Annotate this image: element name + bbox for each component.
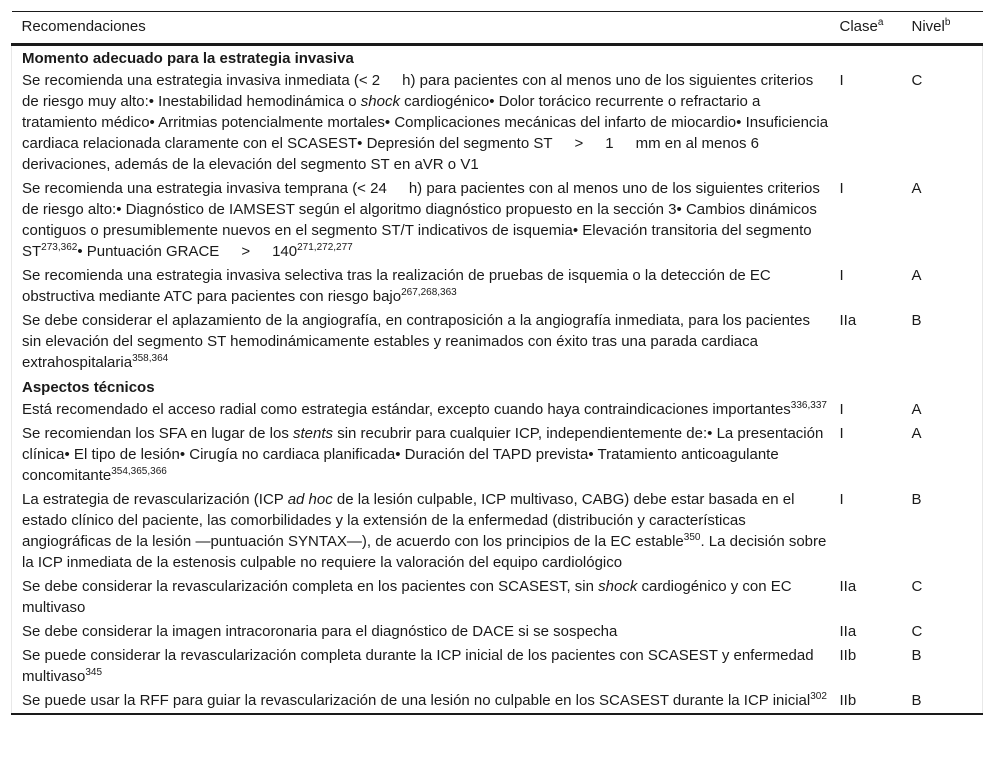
text-segment: h) para pacientes con al menos uno de los siguientes criterios de riesgo muy alto:• Inestabilidad hemodinámica o (22, 72, 814, 110)
table-row (12, 689, 983, 714)
text-segment: 1 (605, 135, 614, 152)
text-segment: La estrategia de revascularización (ICP (22, 491, 288, 508)
level-value: A (911, 401, 922, 418)
text-segment: Se recomiendan los SFA en lugar de los (22, 425, 293, 442)
reference-superscript: 358,364 (132, 353, 169, 364)
italic-term: stents (293, 425, 334, 442)
reference-superscript: 302 (810, 691, 827, 702)
recommendation-text (12, 422, 840, 488)
text-segment: mm en al menos 6 derivaciones, además de la elevación del segmento ST en aVR o V1 (22, 135, 760, 173)
class-value: I (839, 72, 844, 89)
level-value: B (911, 491, 922, 508)
recommendation-text (12, 575, 840, 620)
recommendation-text (12, 689, 840, 714)
recommendation-text (12, 264, 840, 309)
text-segment: sin recubrir para cualquier ICP, independientemente de:• La presentación clínica• El tipo de lesión• Cirugía no cardiaca planificada• Duración del TAPD prevista• Tratamiento anticoagulante concomitante (22, 425, 824, 484)
level-value: B (911, 692, 922, 709)
reference-superscript: 350 (683, 532, 701, 543)
header-class (840, 12, 912, 45)
recommendation-text (12, 69, 840, 177)
text-segment: . La decisión sobre la ICP inmediata de la estenosis culpable no requiere la valoración del equipo cardiológico (22, 533, 827, 571)
header-recommendations (12, 12, 840, 45)
level-value: B (911, 312, 922, 329)
table-row (12, 575, 983, 620)
text-segment: Se recomienda una estrategia invasiva temprana (< 24 (22, 180, 387, 197)
header-class-footnote: a (877, 17, 884, 28)
class-value: I (839, 180, 844, 197)
class-value: IIb (839, 692, 857, 709)
class-value: IIa (839, 623, 857, 640)
section-heading: Momento adecuado para la estrategia invasiva (22, 50, 354, 67)
class-value: I (839, 267, 844, 284)
text-segment: > (574, 135, 584, 152)
text-segment: cardiogénico• Dolor torácico recurrente o refractario a tratamiento médico• Arritmias potencialmente mortales• Complicaciones mecánicas del infarto de miocardio• Insuficiencia cardiaca relacionada claramente con el SCASEST• Depresión del segmento ST (22, 93, 829, 152)
italic-term: ad hoc (287, 491, 333, 508)
header-recommendations-label: Recomendaciones (21, 18, 146, 35)
reference-superscript: 354,365,366 (111, 466, 167, 477)
text-segment: h) para pacientes con al menos uno de los siguientes criterios de riesgo alto:• Diagnóstico de IAMSEST según el algoritmo diagnóstico propuesto en la sección 3• Cambios dinámicos contiguos o presumiblemente nuevos en el segmento ST/T indicativos de isquemia• Elevación transitoria del segmento ST (22, 180, 820, 260)
text-segment: Está recomendado el acceso radial como estrategia estándar, excepto cuando haya contraindicaciones importantes (22, 401, 791, 418)
text-segment: Se puede usar la RFF para guiar la revascularización de una lesión no culpable en los SCASEST durante la ICP inicial (22, 692, 811, 709)
class-value: I (839, 401, 844, 418)
reference-superscript: 336,337 (790, 400, 827, 411)
recommendation-text (12, 488, 840, 575)
text-segment: 140 (272, 243, 298, 260)
level-value: B (911, 647, 922, 664)
text-segment: Se debe considerar la revascularización completa en los pacientes con SCASEST, sin (22, 578, 599, 595)
reference-superscript: 267,268,363 (401, 287, 457, 298)
level-value: A (911, 425, 922, 442)
header-level-footnote: b (944, 17, 951, 28)
recommendation-text (12, 644, 840, 689)
recommendations-table (11, 11, 983, 715)
class-value: IIa (839, 312, 857, 329)
table-row (12, 398, 983, 422)
section-heading: Aspectos técnicos (22, 379, 155, 396)
header-level-label: Nivel (911, 18, 945, 35)
table-body (12, 45, 983, 715)
table-row (12, 309, 983, 375)
text-segment: Se recomienda una estrategia invasiva selectiva tras la realización de pruebas de isquemia o la detección de EC obstructiva mediante ATC para pacientes con riesgo bajo (22, 267, 771, 305)
section-heading-row (12, 375, 983, 398)
recommendation-text (12, 620, 840, 644)
text-segment: Se puede considerar la revascularización completa durante la ICP inicial de los pacientes con SCASEST y enfermedad multivaso (22, 647, 814, 685)
table-row (12, 264, 983, 309)
reference-superscript: 271,272,277 (297, 242, 353, 253)
recommendation-text (12, 177, 840, 264)
level-value: A (911, 180, 922, 197)
table-row (12, 177, 983, 264)
text-segment: de la lesión culpable, ICP multivaso, CABG) debe estar basada en el estado clínico del paciente, las comorbilidades y la extensión de la enfermedad (distribución y características angiográficas de la lesión —puntuación SYNTAX—), de acuerdo con los principios de la EC estable (22, 491, 795, 550)
italic-term: shock (598, 578, 638, 595)
header-class-label: Clase (839, 18, 878, 35)
class-value: IIb (839, 647, 857, 664)
table-row (12, 69, 983, 177)
text-segment: Se recomienda una estrategia invasiva inmediata (< 2 (22, 72, 381, 89)
recommendation-text (12, 309, 840, 375)
header-row (12, 12, 983, 45)
class-value: I (839, 491, 844, 508)
recommendation-text (12, 398, 840, 422)
text-segment: Se debe considerar el aplazamiento de la angiografía, en contraposición a la angiografía inmediata, para los pacientes sin elevación del segmento ST hemodinámicamente estables y reanimados con éxito tras una parada cardiaca extrahospitalaria (22, 312, 811, 371)
italic-term: shock (360, 93, 400, 110)
text-segment: cardiogénico y con EC multivaso (22, 578, 792, 616)
section-heading-row (12, 45, 983, 70)
level-value: C (911, 623, 923, 640)
level-value: C (911, 72, 923, 89)
text-segment: Se debe considerar la imagen intracoronaria para el diagnóstico de DACE si se sospecha (22, 623, 618, 640)
text-segment: > (241, 243, 251, 260)
class-value: IIa (839, 578, 857, 595)
class-value: I (839, 425, 844, 442)
reference-superscript: 345 (85, 667, 103, 678)
header-level (912, 12, 983, 45)
table-row (12, 620, 983, 644)
table-row (12, 488, 983, 575)
table-row (12, 422, 983, 488)
level-value: A (911, 267, 922, 284)
table-header (12, 12, 983, 45)
level-value: C (911, 578, 923, 595)
table-row (12, 644, 983, 689)
reference-superscript: 273,362 (41, 242, 78, 253)
text-segment: • Puntuación GRACE (77, 243, 220, 260)
recommendations-table-container (11, 11, 982, 715)
